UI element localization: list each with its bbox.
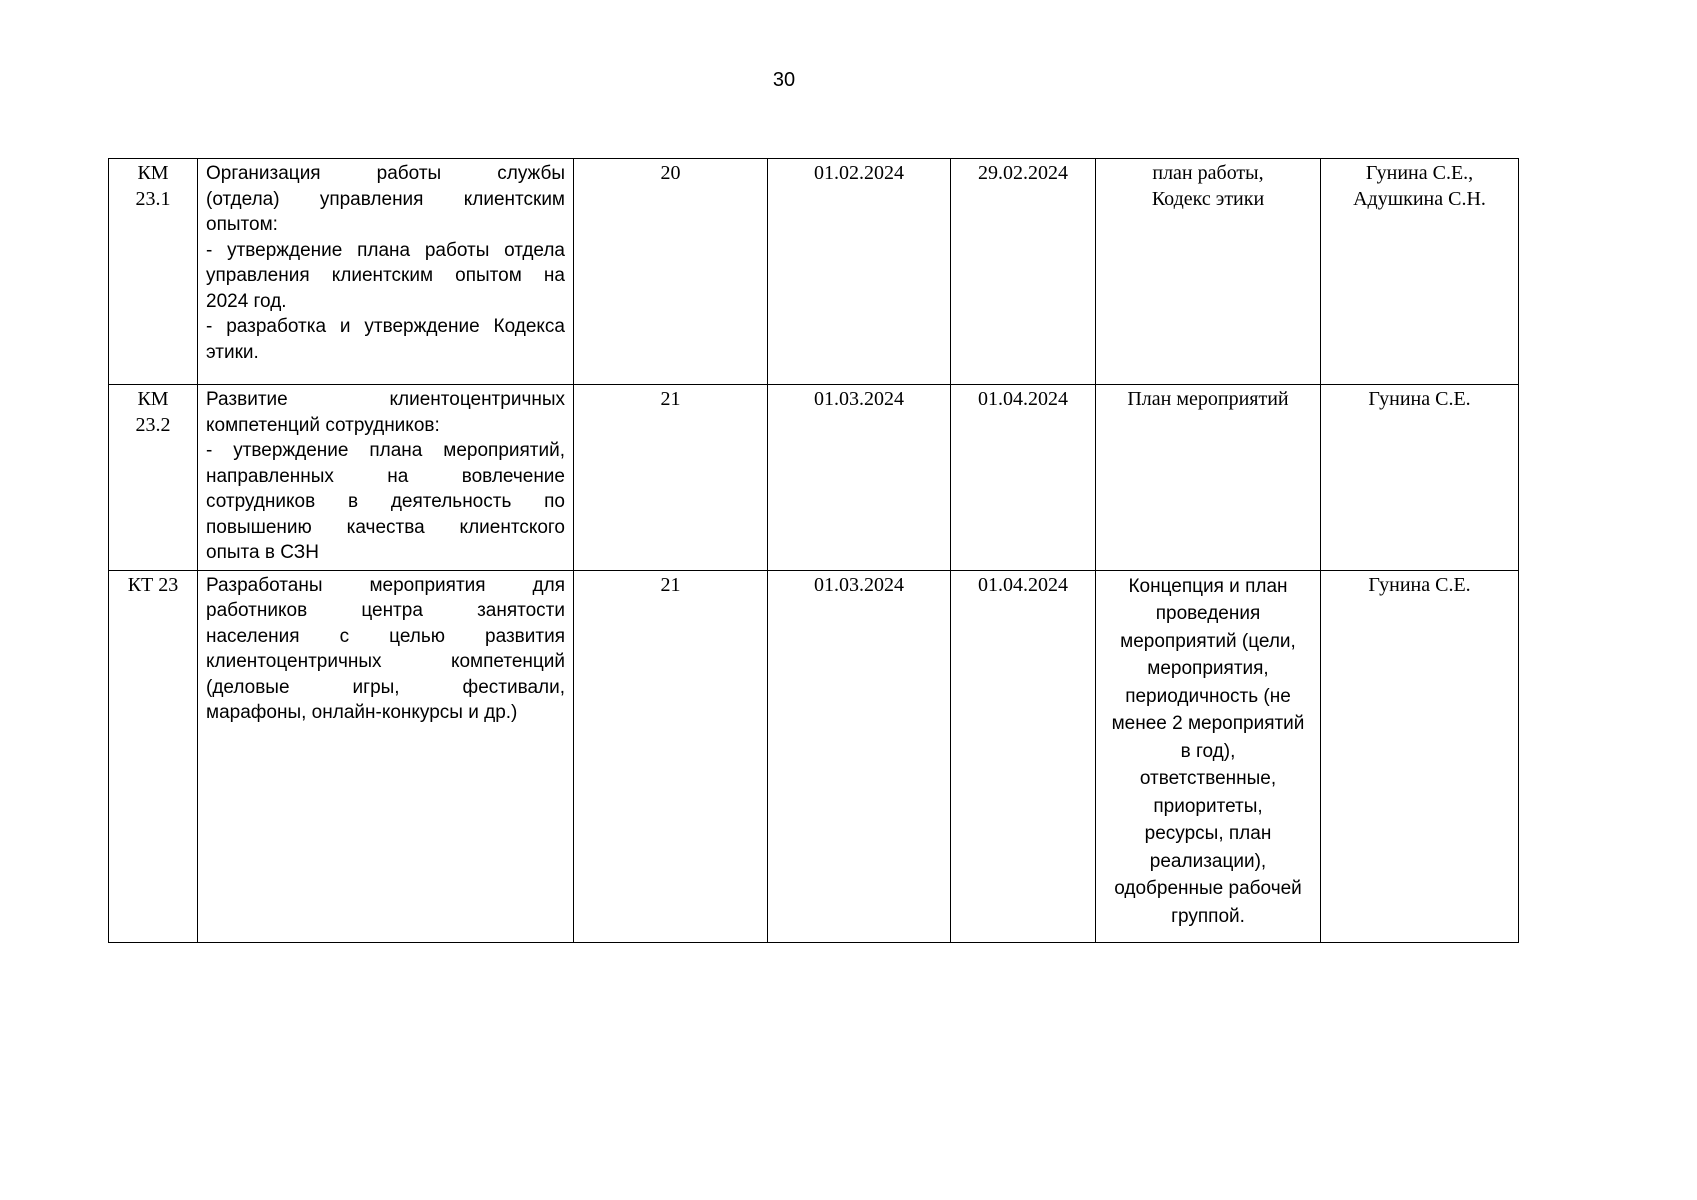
description-line: сотрудников в деятельность по <box>206 491 565 512</box>
table-row <box>109 570 1519 942</box>
description-line: (отдела) управления клиентским <box>206 188 565 210</box>
description-line: (деловые игры, фестивали, <box>206 676 565 698</box>
description-line: компетенций сотрудников: <box>206 414 440 436</box>
row-number-cell: 21 <box>574 570 768 942</box>
result-line: план работы, <box>1152 162 1264 184</box>
row-description-cell <box>198 159 574 385</box>
row-start-date-cell: 01.02.2024 <box>768 159 951 385</box>
result-line: мероприятий (цели, <box>1120 630 1296 652</box>
description-line: направленных на вовлечение <box>206 465 565 487</box>
description-line: - утверждение плана мероприятий, <box>206 440 565 461</box>
description-line: повышению качества клиентского <box>206 516 565 538</box>
result-line: в год), <box>1180 740 1236 762</box>
row-code-cell <box>109 159 198 385</box>
description-line: работников центра занятости <box>206 600 565 621</box>
description-line: населения с целью развития <box>206 625 565 647</box>
row-result-cell <box>1096 570 1321 942</box>
description-line: этики. <box>206 341 259 363</box>
result-line: мероприятия, <box>1147 658 1269 679</box>
description-line: управления клиентским опытом на <box>206 265 565 286</box>
row-end-date-cell: 01.04.2024 <box>951 570 1096 942</box>
row-code-line: КТ 23 <box>127 573 179 596</box>
result-line: Концепция и план <box>1128 575 1288 597</box>
row-code-cell <box>109 570 198 942</box>
row-description-cell <box>198 570 574 942</box>
row-number-cell: 21 <box>574 385 768 571</box>
description-line: - утверждение плана работы отдела <box>206 239 565 261</box>
result-line: проведения <box>1155 603 1261 624</box>
result-line: реализации), <box>1149 850 1267 872</box>
result-line: ресурсы, план <box>1144 823 1272 844</box>
responsible-line: Гунина С.Е., <box>1365 162 1474 184</box>
row-end-date-cell: 01.04.2024 <box>951 385 1096 571</box>
row-responsible-cell <box>1321 385 1519 571</box>
row-responsible-cell <box>1321 570 1519 942</box>
page-number: 30 <box>772 69 796 91</box>
row-responsible-cell <box>1321 159 1519 385</box>
description-line: марафоны, онлайн-конкурсы и др.) <box>206 702 518 723</box>
description-line: опыта в СЗН <box>206 542 319 563</box>
row-description-cell <box>198 385 574 571</box>
description-line: Разработаны мероприятия для <box>206 574 565 596</box>
table-row <box>109 385 1519 571</box>
row-code-line: 23.2 <box>135 413 171 436</box>
result-line: группой. <box>1171 905 1245 927</box>
row-end-date-cell: 29.02.2024 <box>951 159 1096 385</box>
responsible-line: Гунина С.Е. <box>1368 388 1471 410</box>
table-row <box>109 159 1519 385</box>
row-code-line: КМ <box>137 162 169 184</box>
responsible-line: Адушкина С.Н. <box>1353 187 1486 210</box>
row-result-cell <box>1096 385 1321 571</box>
row-start-date-cell: 01.03.2024 <box>768 385 951 571</box>
result-line: менее 2 мероприятий <box>1111 713 1305 734</box>
description-line: опытом: <box>206 214 278 235</box>
responsible-line: Гунина С.Е. <box>1368 573 1471 596</box>
plan-table <box>108 158 1519 943</box>
result-line: План мероприятий <box>1127 388 1289 410</box>
row-number-cell: 20 <box>574 159 768 385</box>
description-line: - разработка и утверждение Кодекса <box>206 316 565 337</box>
description-line: Развитие клиентоцентричных <box>206 389 565 410</box>
row-code-line: КМ <box>137 388 169 410</box>
result-line: периодичность (не <box>1125 685 1291 707</box>
result-line: одобренные рабочей <box>1114 878 1302 899</box>
description-line: Организация работы службы <box>206 163 565 184</box>
result-line: Кодекс этики <box>1151 187 1265 210</box>
row-start-date-cell: 01.03.2024 <box>768 570 951 942</box>
description-line: клиентоцентричных компетенций <box>206 651 565 672</box>
description-line: 2024 год. <box>206 290 287 312</box>
row-code-cell <box>109 385 198 571</box>
result-line: приоритеты, <box>1153 795 1263 817</box>
result-line: ответственные, <box>1139 768 1277 789</box>
row-code-line: 23.1 <box>135 187 171 210</box>
row-result-cell <box>1096 159 1321 385</box>
